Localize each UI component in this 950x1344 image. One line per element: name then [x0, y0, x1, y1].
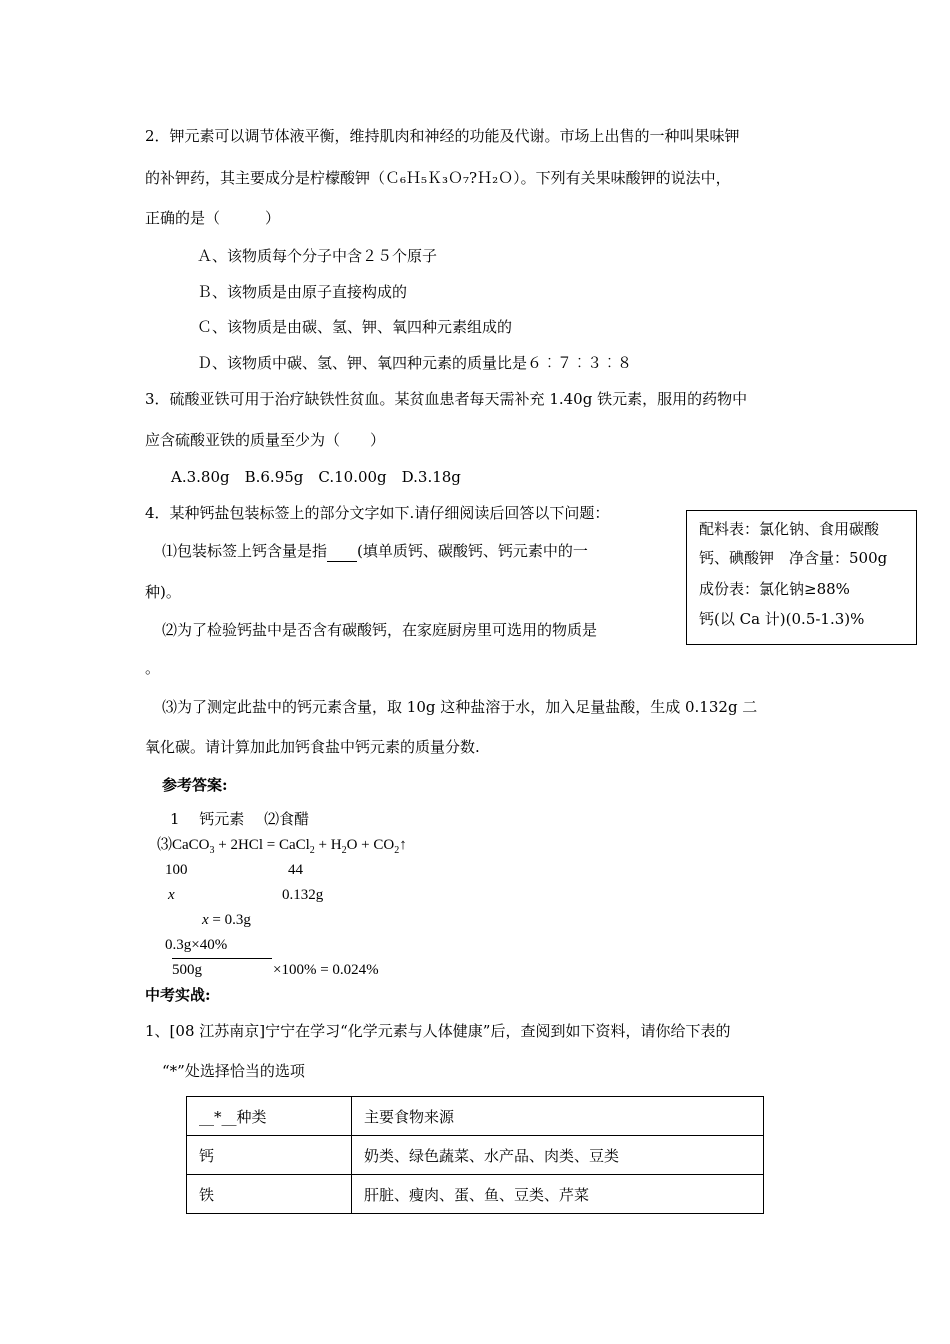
q2-option-c: Ｃ、该物质是由碳、氢、钾、氧四种元素组成的	[197, 318, 513, 336]
exam-q1-line-1: 1、[08 江苏南京]宁宁在学习“化学元素与人体健康”后，查阅到如下资料，请你给下表的	[145, 1022, 731, 1040]
q4-part-2-text: ⑵为了检验钙盐中是否含有碳酸钙，在家庭厨房里可选用的物质是	[162, 621, 598, 639]
eq-part: ⑶CaCO	[157, 837, 210, 853]
label-line-4: 钙(以 Ca 计)(0.5-1.3)%	[699, 610, 865, 628]
label-line-3: 成份表：氯化钠≥88%	[699, 580, 850, 598]
q4-intro: 4．某种钙盐包装标签上的部分文字如下.请仔细阅读后回答以下问题：	[145, 504, 610, 522]
answer-0132: 0.132g	[282, 887, 324, 903]
q4-part-1-hint: (填单质钙、碳酸钙、钙元素中的一	[357, 542, 588, 560]
q2-line-3: 正确的是（ ）	[145, 209, 281, 227]
q2-line-2: 的补钾药，其主要成分是柠檬酸钾（Ｃ₆Ｈ₅Ｋ₃Ｏ₇?Ｈ₂Ｏ）。下列有关果味酸钾的说法中，	[145, 169, 731, 187]
q3-choices: A.3.80g B.6.95g C.10.00g D.3.18g	[171, 468, 461, 486]
table-row	[187, 1175, 764, 1214]
table-header-row	[187, 1097, 764, 1136]
q2-option-a: Ａ、该物质每个分子中含２５个原子	[197, 247, 438, 265]
eq-part: O + CO	[346, 837, 395, 853]
table-header-cell: 主要食物来源	[352, 1097, 764, 1136]
q4-part-1	[162, 541, 588, 562]
q4-part-1-blank[interactable]	[327, 541, 357, 562]
eq-part: + 2HCl = CaCl	[214, 837, 310, 853]
answer-x: x	[168, 887, 175, 903]
label-line-2: 钙、碘酸钾 净含量：500g	[699, 549, 888, 567]
package-label-box	[686, 510, 917, 645]
eq-sub: 2	[394, 845, 400, 856]
table-cell: 铁	[187, 1175, 352, 1214]
label-line-1: 配料表：氯化钠、食用碳酸	[699, 520, 880, 538]
fraction-numerator: 0.3g×40%	[165, 937, 228, 953]
q4-part-3: ⑶为了测定此盐中的钙元素含量，取 10g 这种盐溶于水，加入足量盐酸，生成 0.132g 二	[162, 698, 758, 716]
up-arrow: ↑	[399, 837, 407, 853]
exam-heading: 中考实战:	[145, 986, 211, 1004]
q4-part-2-cont: 。	[145, 659, 161, 677]
q3-line-2: 应含硫酸亚铁的质量至少为（ ）	[145, 431, 386, 449]
q2-option-d: Ｄ、该物质中碳、氢、钾、氧四种元素的质量比是６︰７︰３︰８	[197, 354, 633, 372]
answer-x-result	[202, 910, 251, 930]
answer-equation	[157, 835, 407, 855]
q4-part-1-cont: 种)。	[145, 583, 181, 601]
table-header-cell[interactable]: __*__种类	[187, 1097, 352, 1136]
table-cell: 钙	[187, 1136, 352, 1175]
table-row	[187, 1136, 764, 1175]
q2-option-b: Ｂ、该物质是由原子直接构成的	[197, 283, 408, 301]
exam-q1-line-2: “*”处选择恰当的选项	[162, 1062, 305, 1080]
table-cell: 肝脏、瘦肉、蛋、鱼、豆类、芹菜	[352, 1175, 764, 1214]
q2-line-1: 2．钾元素可以调节体液平衡，维持肌肉和神经的功能及代谢。市场上出售的一种叫果味钾	[145, 127, 740, 145]
eq-part: + H	[314, 837, 342, 853]
eq-sub: 3	[209, 845, 215, 856]
table-cell: 奶类、绿色蔬菜、水产品、肉类、豆类	[352, 1136, 764, 1175]
q4-part-3-cont: 氧化碳。请计算加此加钙食盐中钙元素的质量分数.	[145, 738, 480, 756]
answer-heading: 参考答案:	[162, 776, 228, 794]
fraction-result: ×100% = 0.024%	[273, 962, 379, 978]
fraction-line	[172, 958, 272, 959]
x-var: x	[202, 912, 209, 928]
answer-44: 44	[288, 862, 303, 878]
answer-100: 100	[165, 862, 188, 878]
eq-sub: 2	[309, 845, 315, 856]
answer-line-1: 1 钙元素 ⑵食醋	[170, 810, 310, 828]
x-value: = 0.3g	[208, 912, 251, 928]
food-source-table	[186, 1096, 764, 1214]
fraction-denominator: 500g	[172, 962, 202, 978]
q3-line-1: 3．硫酸亚铁可用于治疗缺铁性贫血。某贫血患者每天需补充 1.40g 铁元素，服用的药物中	[145, 390, 748, 408]
q4-part-2	[162, 620, 597, 640]
q4-part-1-text: ⑴包装标签上钙含量是指	[162, 542, 328, 560]
eq-sub: 2	[341, 845, 347, 856]
